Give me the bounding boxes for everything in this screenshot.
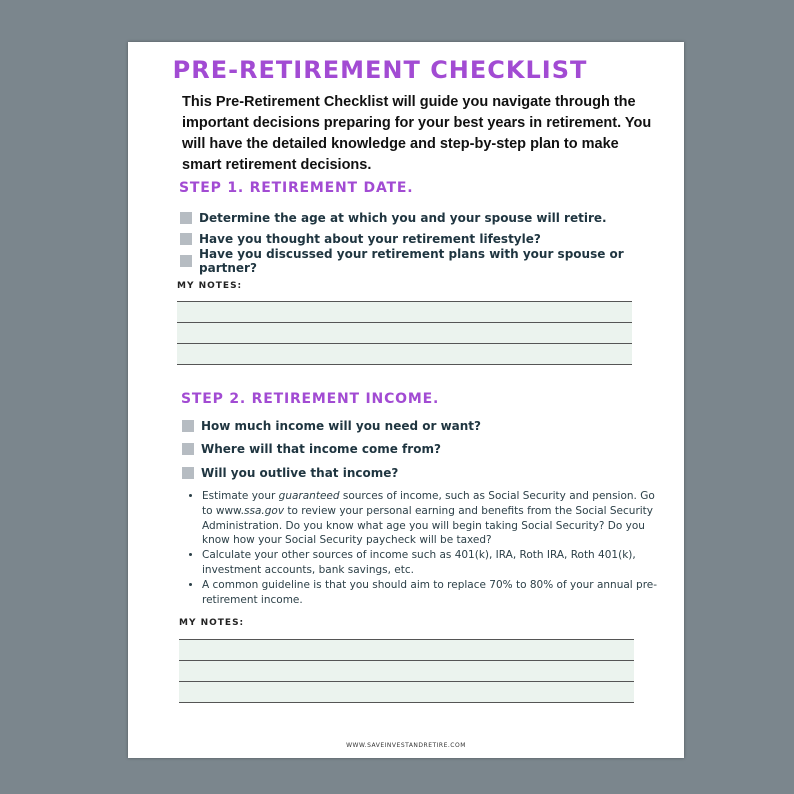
notes-area[interactable] [179,639,634,703]
checklist-item-label: Where will that income come from? [201,442,441,456]
checkbox-icon[interactable] [180,255,192,267]
checkbox-icon[interactable] [180,212,192,224]
notes-label: MY NOTES: [179,618,245,628]
list-item: • A common guideline is that you should aim to replace 70% to 80% of your annual pre-retirement income. [202,578,662,608]
checklist-item[interactable] [180,210,607,226]
checkbox-icon[interactable] [180,233,192,245]
checkbox-icon[interactable] [182,420,194,432]
checkbox-icon[interactable] [182,467,194,479]
income-tips-list [182,489,662,607]
checklist-item-label: How much income will you need or want? [201,419,482,433]
notes-area[interactable] [177,301,632,365]
notes-line[interactable] [177,343,632,365]
list-item: • Estimate your guaranteed sources of income, such as Social Security and pension. Go to www.ssa.gov to review your personal earning and benefits from the Social Security Administration. Do you know what age you will begin taking Social Security? Do you know how your Social Security paycheck will be taxed? [202,489,662,548]
step2-heading: STEP 2. RETIREMENT INCOME. [181,391,440,407]
page-title: PRE-RETIREMENT CHECKLIST [172,56,588,84]
checklist-item[interactable] [182,465,398,481]
footer-url: WWW.SAVEINVESTANDRETIRE.COM [346,742,466,749]
checklist-item[interactable] [182,441,441,457]
checklist-item[interactable] [180,247,684,275]
notes-line[interactable] [177,322,632,343]
checklist-item-label: Will you outlive that income? [201,466,399,480]
notes-label: MY NOTES: [177,281,243,291]
checklist-item[interactable] [180,231,541,247]
checklist-item[interactable] [182,418,481,434]
list-item: • Calculate your other sources of income such as 401(k), IRA, Roth IRA, Roth 401(k), investment accounts, bank savings, etc. [202,548,662,578]
checklist-item-label: Have you thought about your retirement lifestyle? [199,232,541,246]
checkbox-icon[interactable] [182,443,194,455]
step1-heading: STEP 1. RETIREMENT DATE. [179,180,414,196]
notes-line[interactable] [179,660,634,681]
checklist-item-label: Have you discussed your retirement plans with your spouse or partner? [199,247,624,275]
notes-line[interactable] [179,681,634,703]
intro-paragraph: This Pre-Retirement Checklist will guide you navigate through the important decisions preparing for your best years in retirement. You will have the detailed knowledge and step-by-step plan to make smart retirement decisions. [182,94,652,173]
checklist-item-label: Determine the age at which you and your spouse will retire. [199,211,607,225]
notes-line[interactable] [179,639,634,660]
notes-line[interactable] [177,301,632,322]
checklist-page [128,42,684,758]
